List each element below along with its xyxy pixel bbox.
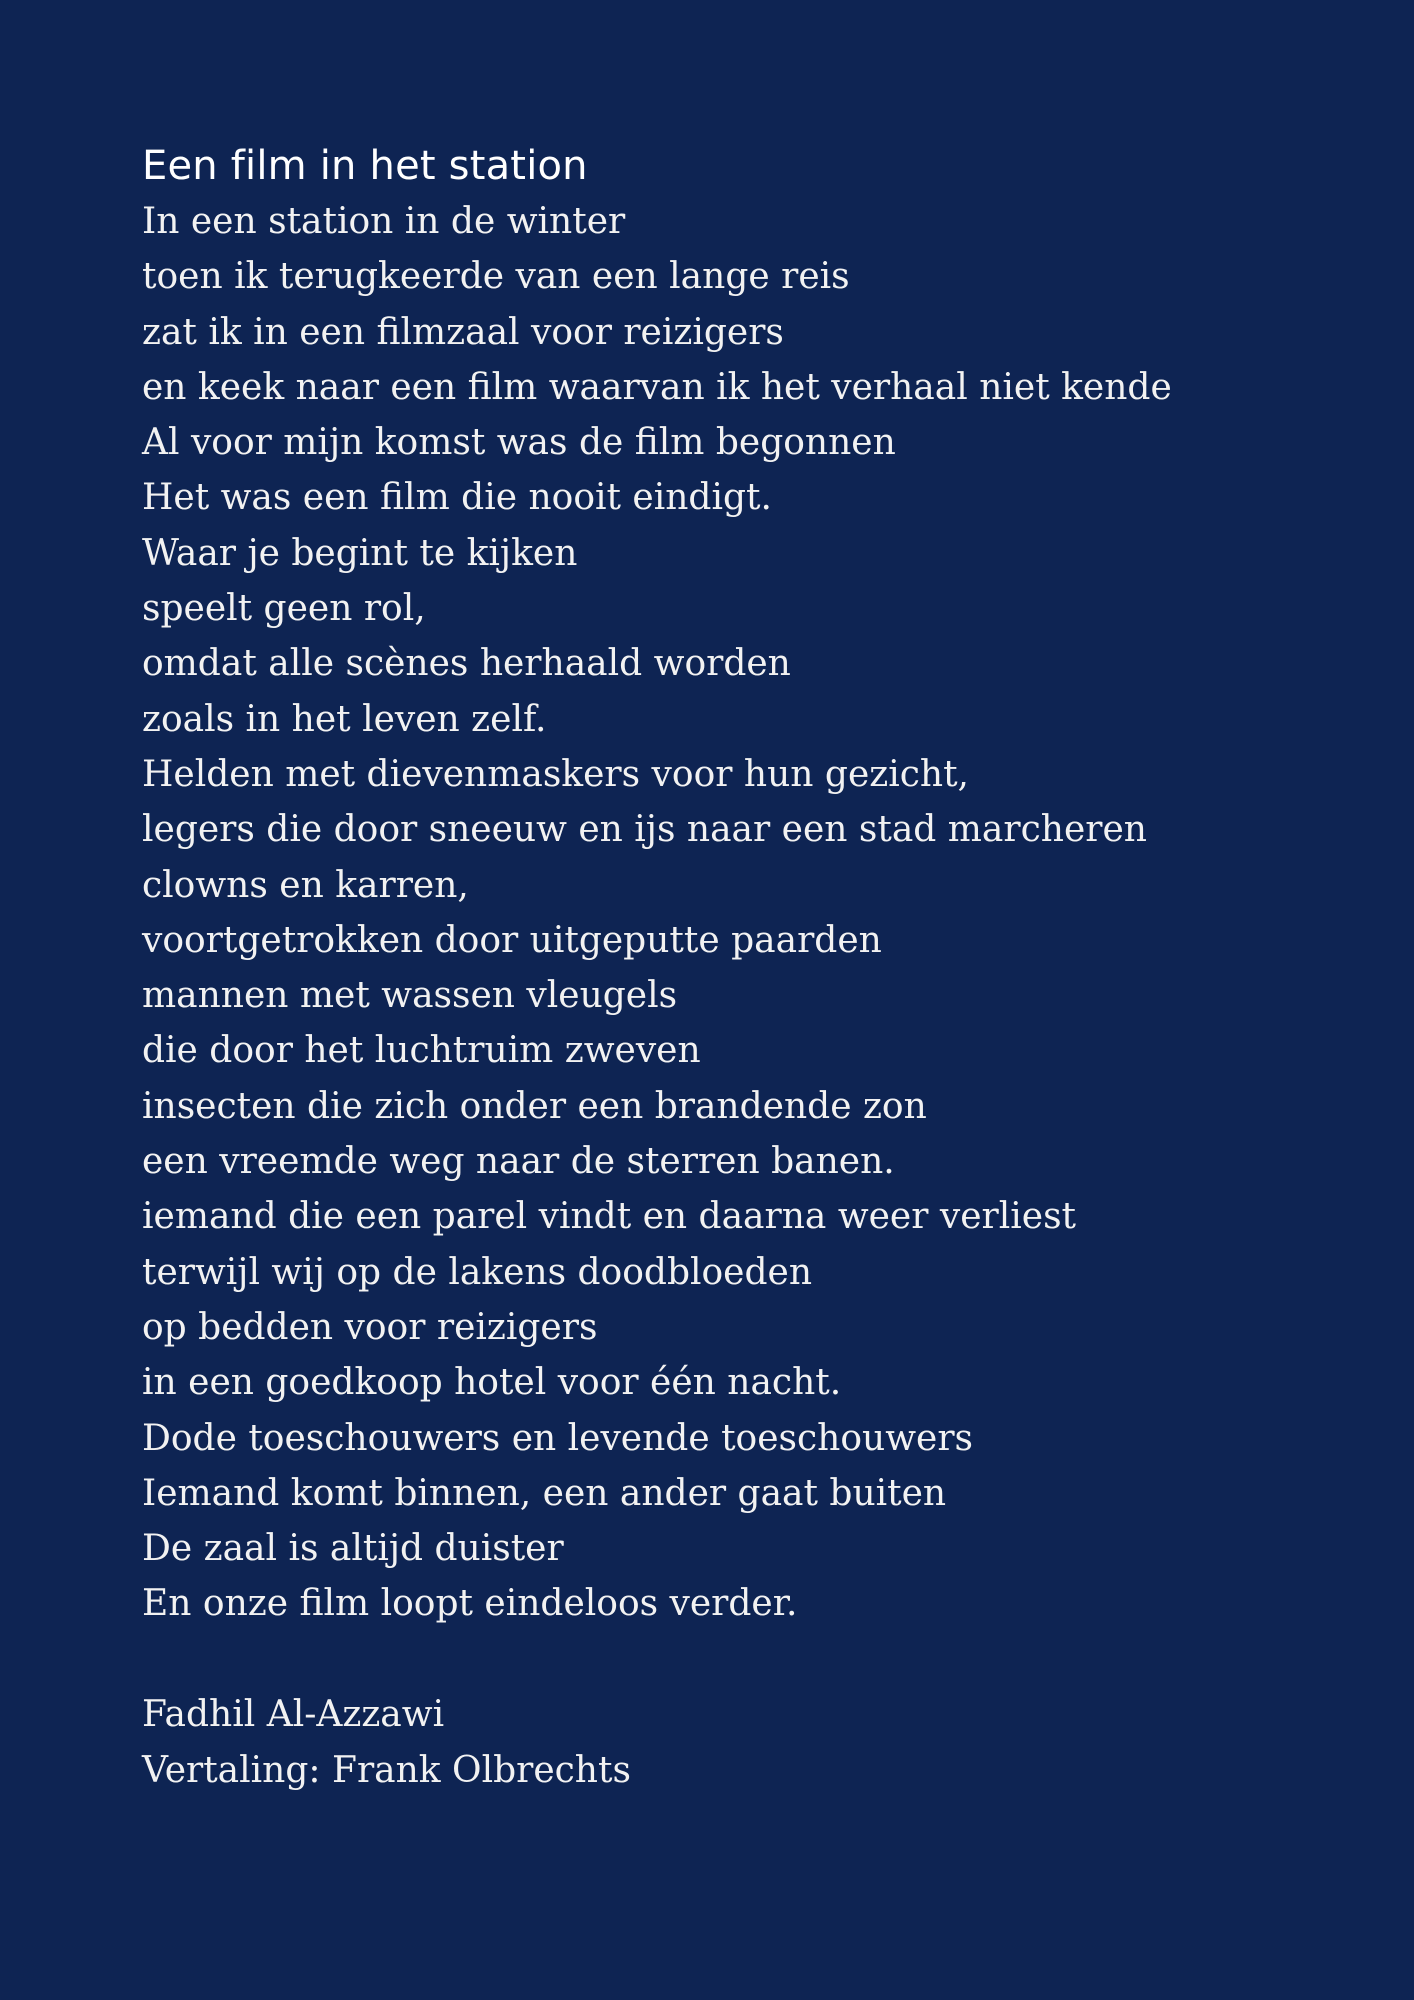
poem-title: Een film in het station [142, 143, 588, 189]
poem-line: iemand die een parel vindt en daarna weer verliest [142, 1196, 1077, 1238]
poem-line: een vreemde weg naar de sterren banen. [142, 1141, 895, 1183]
poem-line: In een station in de winter [142, 201, 626, 242]
poem-line: Al voor mijn komst was de film begonnen [142, 422, 896, 464]
poem-line: terwijl wij op de lakens doodbloeden [142, 1251, 813, 1293]
poem-line: mannen met wassen vleugels [142, 975, 678, 1017]
translator-credit: Vertaling: Frank Olbrechts [142, 1749, 631, 1791]
poem-line: Helden met dievenmaskers voor hun gezicht, [142, 753, 969, 795]
poem-line: Waar je begint te kijken [142, 532, 578, 574]
poem-line: clowns en karren, [142, 864, 469, 906]
poem-body [142, 194, 1414, 1632]
poem-line: zat ik in een filmzaal voor reizigers [142, 311, 784, 353]
poem-line: Iemand komt binnen, een ander gaat buiten [142, 1472, 947, 1514]
poem-line: De zaal is altijd duister [142, 1528, 564, 1570]
poem-line: toen ik terugkeerde van een lange reis [142, 256, 850, 298]
poem-line: zoals in het leven zelf. [142, 698, 547, 740]
author-name: Fadhil Al-Azzawi [142, 1693, 445, 1735]
poem-line: voortgetrokken door uitgeputte paarden [142, 919, 882, 961]
poem-line: omdat alle scènes herhaald worden [142, 643, 791, 685]
poem-line: die door het luchtruim zweven [142, 1030, 701, 1072]
poem-line: op bedden voor reizigers [142, 1306, 598, 1348]
poem-line: Dode toeschouwers en levende toeschouwers [142, 1417, 974, 1459]
poem-line: Het was een film die nooit eindigt. [142, 477, 772, 519]
poem-line: legers die door sneeuw en ijs naar een stad marcheren [142, 809, 1147, 851]
poem-line: speelt geen rol, [142, 588, 426, 630]
poem-line: insecten die zich onder een brandende zon [142, 1085, 927, 1127]
poem-line: en keek naar een film waarvan ik het verhaal niet kende [142, 366, 1172, 408]
poem-line: in een goedkoop hotel voor één nacht. [142, 1362, 842, 1404]
poem-line: En onze film loopt eindeloos verder. [142, 1583, 798, 1625]
credits [142, 1687, 1414, 1799]
